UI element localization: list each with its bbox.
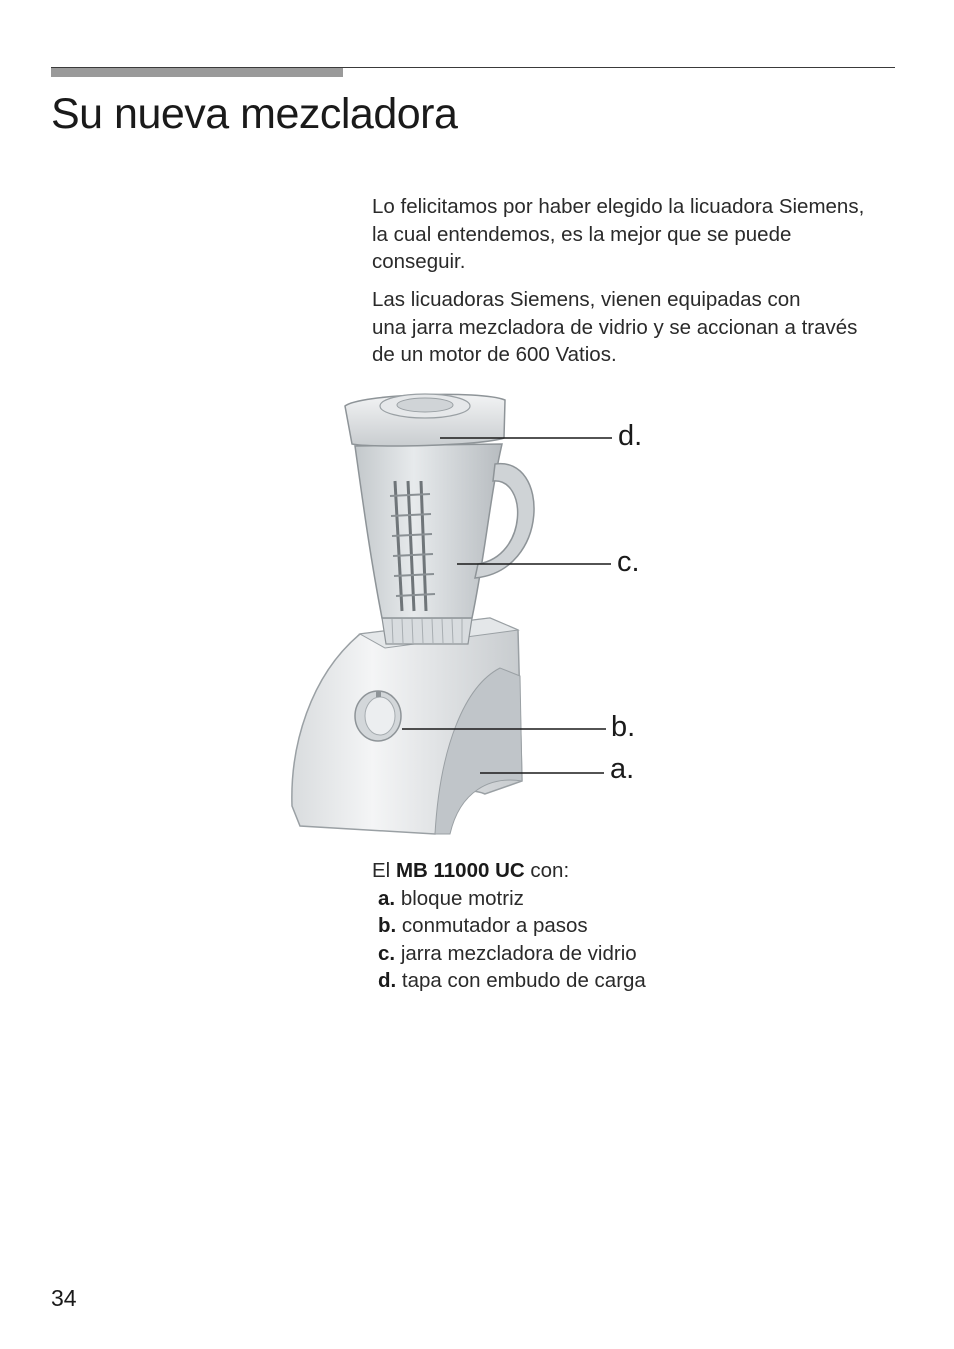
callout-c: c. bbox=[617, 546, 640, 578]
intro-paragraph-1-line: Lo felicitamos por haber elegido la licuadora Siemens, bbox=[372, 195, 865, 218]
model-number: MB 11000 UC bbox=[395, 859, 525, 882]
part-letter: b. bbox=[378, 914, 397, 937]
list-item bbox=[372, 940, 872, 968]
list-item bbox=[372, 967, 872, 995]
glass-jar bbox=[355, 444, 534, 618]
part-text: jarra mezcladora de vidrio bbox=[400, 941, 637, 965]
intro-paragraph-2-line: una jarra mezcladora de vidrio y se accionan a través bbox=[372, 315, 858, 339]
intro-paragraph-1-line: conseguir. bbox=[372, 250, 466, 273]
callout-b: b. bbox=[611, 711, 636, 743]
part-letter: c. bbox=[378, 941, 396, 965]
header-accent-bar bbox=[51, 68, 343, 77]
intro-paragraph-1-line: la cual entendemos, es la mejor que se puede bbox=[372, 222, 792, 246]
jar-collar bbox=[382, 618, 472, 644]
list-item bbox=[372, 912, 872, 940]
callout-a: a. bbox=[610, 753, 635, 785]
parts-heading bbox=[372, 857, 872, 885]
rotary-switch bbox=[355, 691, 401, 741]
parts-prefix: El bbox=[372, 859, 391, 882]
intro-paragraph-2-line: Las licuadoras Siemens, vienen equipadas con bbox=[372, 288, 801, 311]
callout-d: d. bbox=[618, 420, 643, 452]
part-text: tapa con embudo de carga bbox=[401, 969, 646, 992]
parts-list bbox=[372, 857, 872, 995]
intro-paragraph-2 bbox=[372, 286, 912, 369]
parts-suffix: con: bbox=[530, 859, 570, 882]
part-text: bloque motriz bbox=[400, 886, 524, 910]
part-text: conmutador a pasos bbox=[401, 914, 588, 937]
list-item bbox=[372, 885, 872, 913]
intro-paragraph-2-line: de un motor de 600 Vatios. bbox=[372, 343, 617, 366]
intro-paragraph-1 bbox=[372, 193, 912, 276]
page-number: 34 bbox=[51, 1285, 77, 1311]
motor-base bbox=[292, 618, 522, 834]
page-title: Su nueva mezcladora bbox=[51, 90, 458, 138]
part-letter: a. bbox=[378, 886, 396, 910]
part-letter: d. bbox=[378, 969, 397, 992]
blender-figure bbox=[290, 386, 670, 840]
